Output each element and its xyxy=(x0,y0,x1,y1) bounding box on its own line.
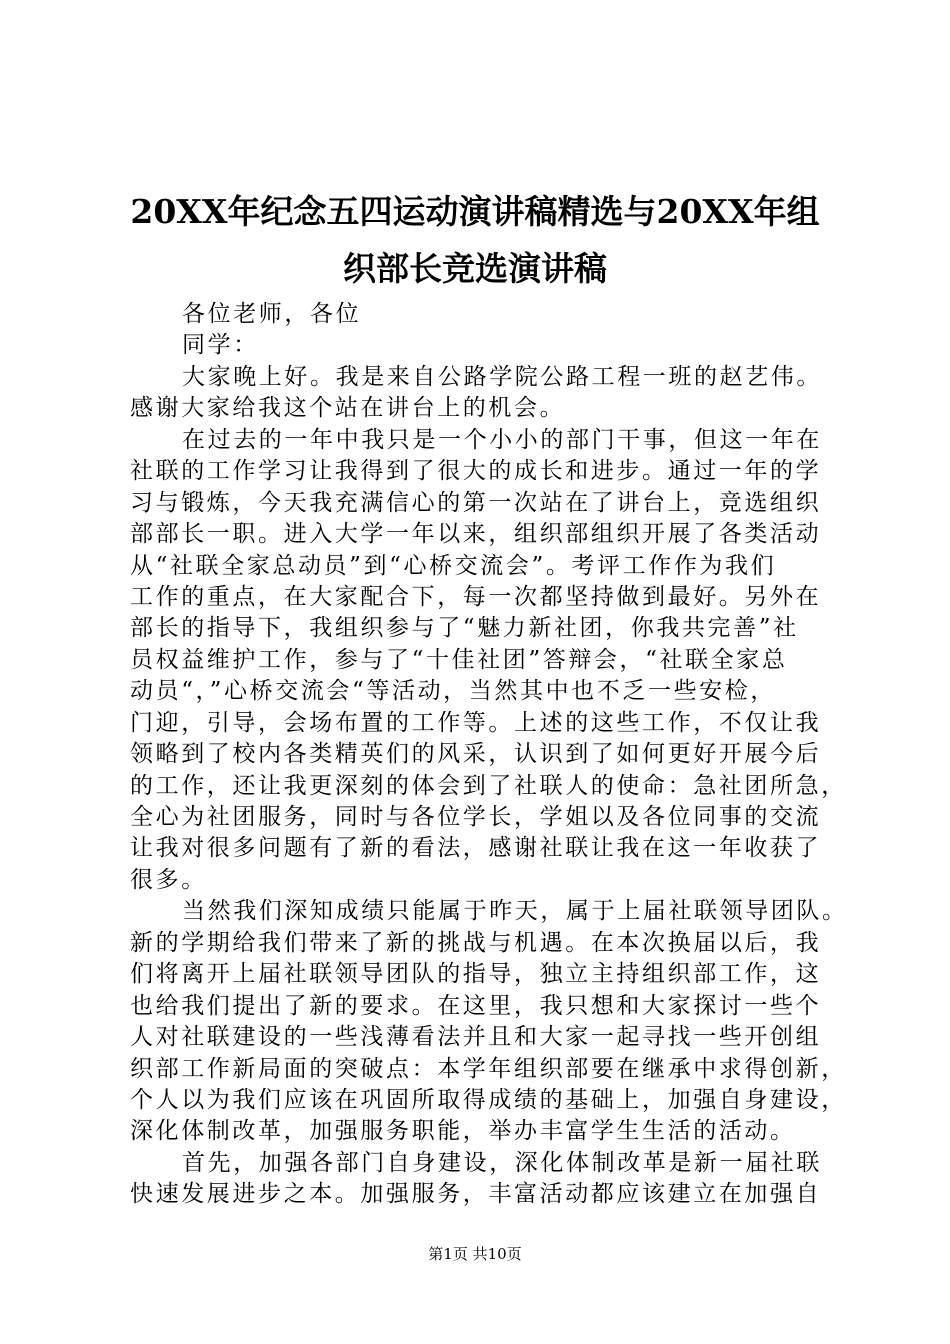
text-line: 让我对很多问题有了新的看法，感谢社联让我在这一年收获了 xyxy=(130,835,822,862)
text-line: 大家晚上好。我是来自公路学院公路工程一班的赵艺伟。 xyxy=(182,363,822,390)
text-line: 感谢大家给我这个站在讲台上的机会。 xyxy=(130,395,566,422)
text-line: 人对社联建设的一些浅薄看法并且和大家一起寻找一些开创组 xyxy=(130,1024,822,1051)
text-line: 门迎，引导，会场布置的工作等。上述的这些工作，不仅让我 xyxy=(130,709,822,736)
text-line: 也给我们提出了新的要求。在这里，我只想和大家探讨一些个 xyxy=(130,992,822,1019)
text-line: 在过去的一年中我只是一个小小的部门干事，但这一年在 xyxy=(182,426,822,453)
text-line: 的工作，还让我更深刻的体会到了社联人的使命：急社团所急， xyxy=(130,772,847,799)
text-line: 员权益维护工作，参与了“十佳社团”答辩会，“社联全家总 xyxy=(130,646,788,673)
text-line: 动员“，”心桥交流会“等活动，当然其中也不乏一些安检， xyxy=(130,678,776,705)
text-line: 领略到了校内各类精英们的风采，认识到了如何更好开展今后 xyxy=(130,741,822,768)
text-line: 全心为社团服务，同时与各位学长，学姐以及各位同事的交流 xyxy=(130,804,822,830)
text-line: 首先，加强各部门自身建设，深化体制改革是新一届社联 xyxy=(182,1149,822,1176)
page-footer: 第1页 共10页 xyxy=(428,1245,522,1263)
text-line: 同学： xyxy=(182,332,259,359)
text-line: 部部长一职。进入大学一年以来，组织部组织开展了各类活动 xyxy=(130,521,822,548)
text-line: 从“社联全家总动员”到“心桥交流会”。考评工作作为我们 xyxy=(130,552,777,579)
text-line: 个人以为我们应该在巩固所取得成绩的基础上，加强自身建设， xyxy=(130,1086,847,1113)
document-title-line-2: 织部长竞选演讲稿 xyxy=(343,249,607,288)
document-title-line-1: 20XX年纪念五四运动演讲稿精选与20XX年组 xyxy=(130,192,820,231)
text-line: 工作的重点，在大家配合下，每一次都坚持做到最好。另外在 xyxy=(130,583,822,610)
text-line: 当然我们深知成绩只能属于昨天，属于上届社联领导团队。 xyxy=(182,898,848,925)
text-line: 新的学期给我们带来了新的挑战与机遇。在本次换届以后，我 xyxy=(130,929,822,956)
text-line: 社联的工作学习让我得到了很大的成长和进步。通过一年的学 xyxy=(130,458,822,485)
text-line: 深化体制改革，加强服务职能，举办丰富学生生活的活动。 xyxy=(130,1118,796,1145)
document-body xyxy=(130,299,848,1211)
text-line: 习与锻炼，今天我充满信心的第一次站在了讲台上，竞选组织 xyxy=(130,489,822,516)
text-line: 快速发展进步之本。加强服务，丰富活动都应该建立在加强自 xyxy=(130,1181,822,1208)
text-line: 各位老师，各位 xyxy=(182,301,362,327)
text-line: 们将离开上届社联领导团队的指导，独立主持组织部工作，这 xyxy=(130,961,822,988)
text-line: 部长的指导下，我组织参与了“魅力新社团，你我共完善”社 xyxy=(130,615,799,642)
text-line: 织部工作新局面的突破点：本学年组织部要在继承中求得创新， xyxy=(130,1055,847,1082)
text-line: 很多。 xyxy=(130,866,207,893)
